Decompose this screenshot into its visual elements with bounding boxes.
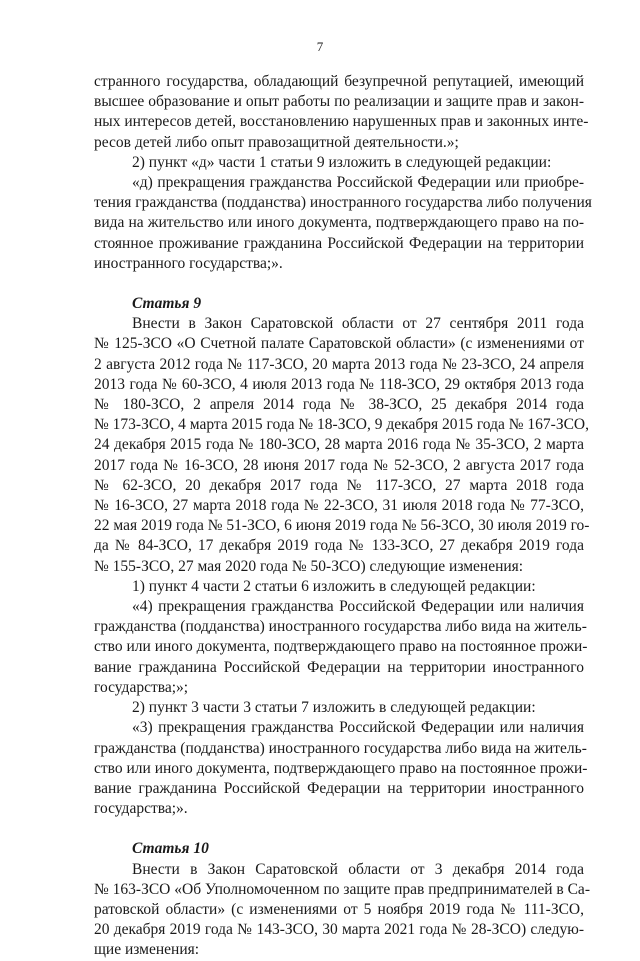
text-line: ство или иного документа, подтверждающего право на постоянное прожи-	[94, 638, 588, 656]
text-line: тения гражданства (подданства) иностранного государства либо получения	[94, 194, 592, 212]
article-10-heading: Статья 10	[132, 840, 209, 858]
text-line: ство или иного документа, подтверждающего право на постоянное прожи-	[94, 759, 588, 777]
text-line: щие изменения:	[94, 941, 200, 959]
text-line: № 163-ЗСО «Об Уполномоченном по защите прав предпринимателей в Са-	[94, 880, 590, 898]
text-line: «3) прекращения гражданства Российской Федерации или наличия	[132, 719, 584, 737]
text-line: ратовской области» (с изменениями от 5 ноября 2019 года № 111-ЗСО,	[94, 900, 584, 918]
text-line: № 180-ЗСО, 2 апреля 2014 года № 38-ЗСО, 25 декабря 2014 года	[94, 396, 584, 414]
text-line: вида на жительство или иного документа, подтверждающего право на по-	[94, 214, 584, 232]
text-line: № 155-ЗСО, 27 мая 2020 года № 50-ЗСО) следующие изменения:	[94, 557, 524, 575]
text-line: гражданства (подданства) иностранного государства либо вида на житель-	[94, 618, 587, 636]
text-line: Внести в Закон Саратовской области от 3 декабря 2014 года	[132, 860, 584, 878]
document-body	[94, 72, 592, 961]
text-line: № 125-ЗСО «О Счетной палате Саратовской области» (с изменениями от	[94, 335, 584, 353]
text-line: «д) прекращения гражданства Российской Федерации или приобре-	[132, 174, 584, 192]
text-line: 22 мая 2019 года № 51-ЗСО, 6 июня 2019 года № 56-ЗСО, 30 июля 2019 го-	[94, 517, 590, 535]
text-line: ных интересов детей, восстановлению нарушенных прав и законных инте-	[94, 113, 589, 131]
text-line: ресов детей либо опыт правозащитной деятельности.»;	[94, 133, 459, 151]
page-number: 7	[316, 39, 324, 54]
text-line: иностранного государства;».	[94, 254, 283, 272]
text-line: № 62-ЗСО, 20 декабря 2017 года № 117-ЗСО, 27 марта 2018 года	[94, 476, 584, 494]
text-line: высшее образование и опыт работы по реализации и защите прав и закон-	[94, 93, 584, 111]
text-line: «4) прекращения гражданства Российской Федерации или наличия	[132, 598, 584, 616]
article-9-heading: Статья 9	[132, 295, 202, 313]
text-line: 2) пункт «д» части 1 статьи 9 изложить в следующей редакции:	[132, 153, 552, 171]
text-line: государства;».	[94, 800, 188, 818]
text-line: вание гражданина Российской Федерации на территории иностранного	[94, 658, 584, 676]
text-line: № 16-ЗСО, 27 марта 2018 года № 22-ЗСО, 31 июля 2018 года № 77-ЗСО,	[94, 497, 584, 515]
text-line: Внести в Закон Саратовской области от 27 сентября 2011 года	[132, 315, 584, 333]
text-line: 2017 года № 16-ЗСО, 28 июня 2017 года № 52-ЗСО, 2 августа 2017 года	[94, 456, 584, 474]
text-line: стоянное проживание гражданина Российской Федерации на территории	[94, 234, 584, 252]
text-line: да № 84-ЗСО, 17 декабря 2019 года № 133-ЗСО, 27 декабря 2019 года	[94, 537, 584, 555]
text-line: 2) пункт 3 части 3 статьи 7 изложить в следующей редакции:	[132, 699, 536, 717]
text-line: 2 августа 2012 года № 117-ЗСО, 20 марта 2013 года № 23-ЗСО, 24 апреля	[94, 355, 584, 373]
text-line: 1) пункт 4 части 2 статьи 6 изложить в следующей редакции:	[132, 577, 536, 595]
text-line: 24 декабря 2015 года № 180-ЗСО, 28 марта 2016 года № 35-ЗСО, 2 марта	[94, 436, 584, 454]
text-line: гражданства (подданства) иностранного государства либо вида на житель-	[94, 739, 587, 757]
text-line: вание гражданина Российской Федерации на территории иностранного	[94, 779, 584, 797]
text-line: странного государства, обладающий безупречной репутацией, имеющий	[94, 73, 584, 90]
text-line: 2013 года № 60-ЗСО, 4 июля 2013 года № 118-ЗСО, 29 октября 2013 года	[94, 375, 584, 393]
text-line: 20 декабря 2019 года № 143-ЗСО, 30 марта 2021 года № 28-ЗСО) следую-	[94, 921, 584, 939]
text-line: государства;»;	[94, 678, 189, 696]
text-line: № 173-ЗСО, 4 марта 2015 года № 18-ЗСО, 9 декабря 2015 года № 167-ЗСО,	[94, 416, 590, 434]
